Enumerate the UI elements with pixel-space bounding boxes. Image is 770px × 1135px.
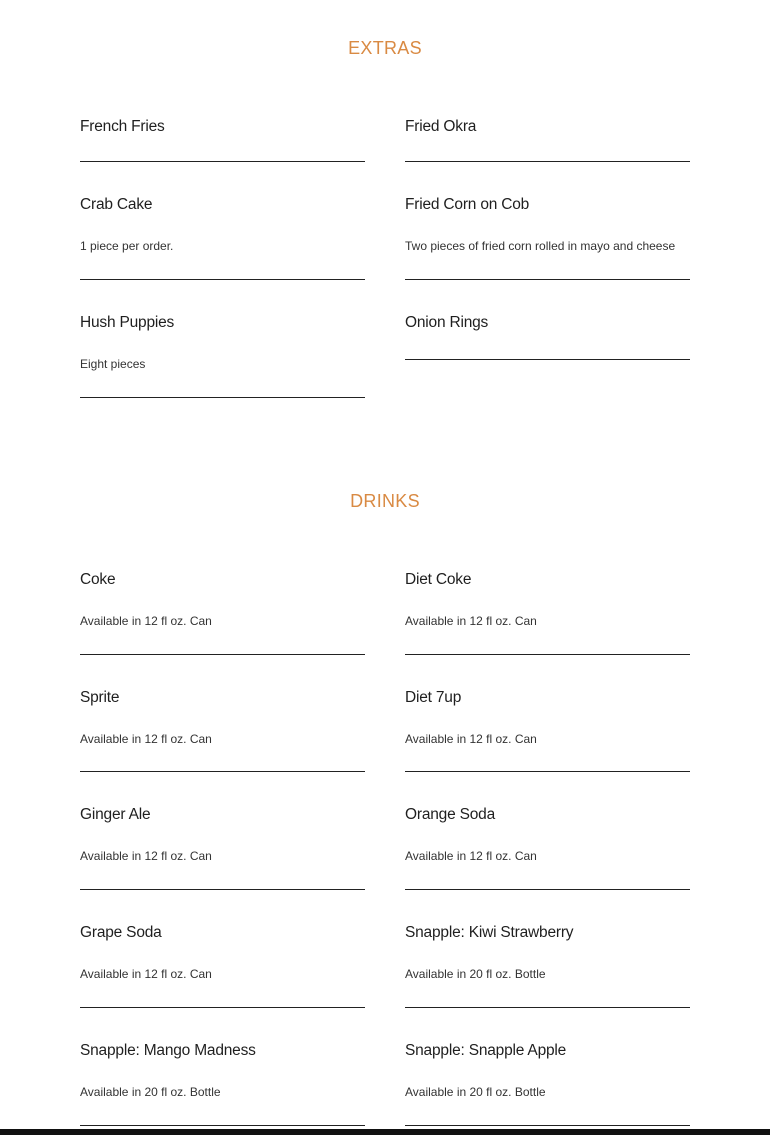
item-name: Coke bbox=[80, 571, 116, 588]
item-name: Onion Rings bbox=[405, 314, 489, 331]
menu-item[interactable] bbox=[405, 117, 690, 162]
item-description: Available in 20 fl oz. Bottle bbox=[405, 967, 546, 981]
item-name: Grape Soda bbox=[80, 924, 162, 941]
item-description: Available in 12 fl oz. Can bbox=[405, 849, 537, 863]
item-name: Ginger Ale bbox=[80, 806, 151, 823]
item-description: Available in 12 fl oz. Can bbox=[80, 614, 212, 628]
item-description: Available in 12 fl oz. Can bbox=[80, 849, 212, 863]
item-description: Eight pieces bbox=[80, 357, 146, 371]
menu-item[interactable] bbox=[80, 688, 365, 772]
menu-item[interactable] bbox=[80, 1041, 365, 1126]
menu-item[interactable] bbox=[405, 1041, 690, 1126]
item-description: Two pieces of fried corn rolled in mayo and cheese bbox=[405, 239, 676, 253]
item-name: Sprite bbox=[80, 689, 120, 706]
menu-item[interactable] bbox=[405, 805, 690, 890]
menu-item[interactable] bbox=[80, 570, 365, 655]
item-description: Available in 12 fl oz. Can bbox=[80, 732, 212, 746]
item-description: Available in 12 fl oz. Can bbox=[405, 732, 537, 746]
menu-item[interactable] bbox=[80, 313, 365, 398]
item-name: Fried Okra bbox=[405, 118, 477, 135]
item-name: Diet 7up bbox=[405, 689, 462, 706]
menu-item[interactable] bbox=[405, 195, 690, 280]
menu-item[interactable] bbox=[405, 688, 690, 772]
item-name: Hush Puppies bbox=[80, 314, 175, 331]
menu-item[interactable] bbox=[80, 117, 365, 162]
drinks-grid bbox=[80, 570, 690, 1126]
menu-item[interactable] bbox=[405, 923, 690, 1008]
menu-item[interactable] bbox=[80, 923, 365, 1008]
item-description: Available in 12 fl oz. Can bbox=[405, 614, 537, 628]
item-name: Diet Coke bbox=[405, 571, 472, 588]
item-name: Crab Cake bbox=[80, 196, 153, 213]
item-description: Available in 12 fl oz. Can bbox=[80, 967, 212, 981]
menu-item[interactable] bbox=[405, 570, 690, 655]
extras-grid bbox=[80, 117, 690, 398]
item-description: Available in 20 fl oz. Bottle bbox=[405, 1085, 546, 1099]
item-description: Available in 20 fl oz. Bottle bbox=[80, 1085, 221, 1099]
bottom-edge-bar bbox=[0, 1129, 770, 1135]
menu-item[interactable] bbox=[405, 313, 690, 360]
item-name: Snapple: Snapple Apple bbox=[405, 1042, 567, 1059]
item-name: French Fries bbox=[80, 118, 165, 135]
item-name: Snapple: Mango Madness bbox=[80, 1042, 256, 1059]
item-name: Orange Soda bbox=[405, 806, 496, 823]
section-title-extras: EXTRAS bbox=[348, 38, 422, 58]
item-description: 1 piece per order. bbox=[80, 239, 174, 253]
menu-item[interactable] bbox=[80, 805, 365, 890]
item-name: Snapple: Kiwi Strawberry bbox=[405, 924, 574, 941]
section-title-drinks: DRINKS bbox=[350, 491, 420, 511]
menu-item[interactable] bbox=[80, 195, 365, 280]
item-name: Fried Corn on Cob bbox=[405, 196, 530, 213]
